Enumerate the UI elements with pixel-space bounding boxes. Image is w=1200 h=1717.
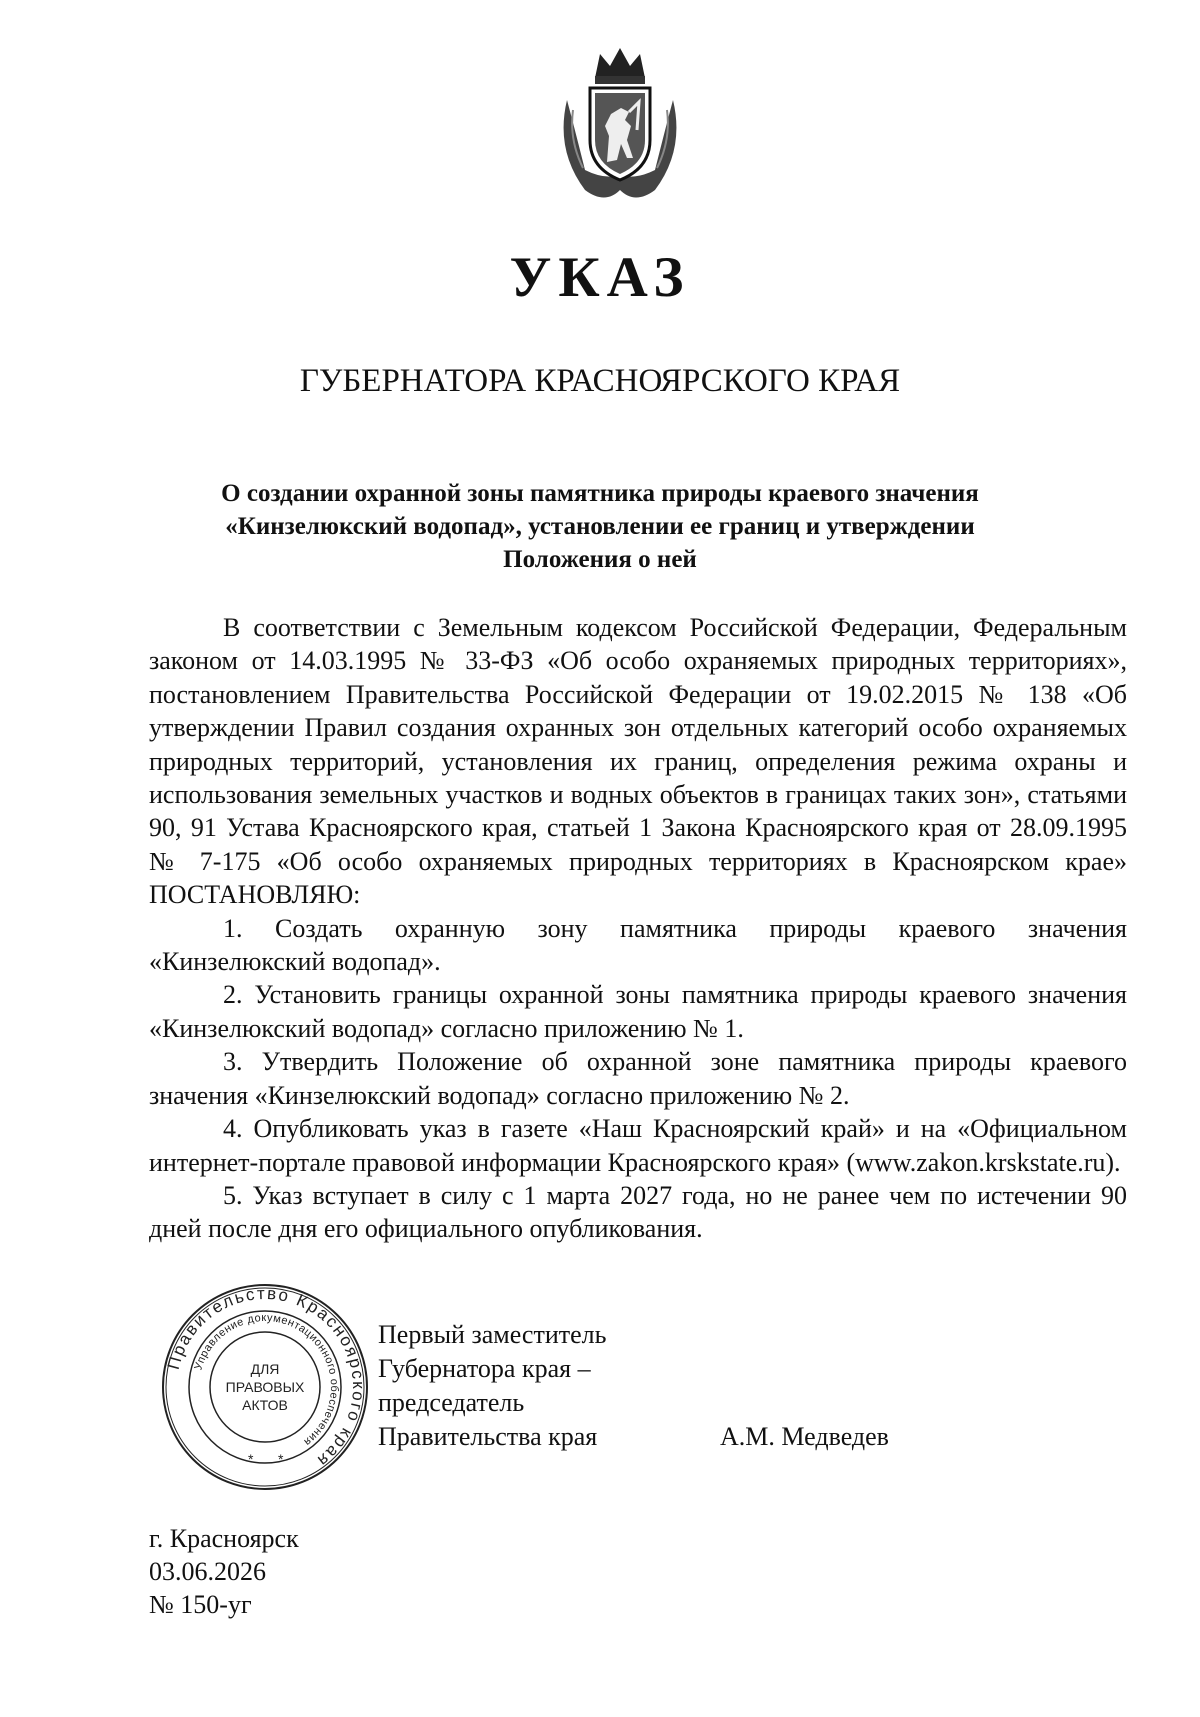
decree-item-2: 2. Установить границы охранной зоны памятника природы краевого значения «Кинзелюкский водопад» согласно приложению № 1. bbox=[149, 980, 1127, 1043]
stamp-inner-text: Управление документационного обеспечения bbox=[192, 1311, 341, 1449]
decree-body bbox=[149, 611, 1127, 1246]
stamp-center-line: ПРАВОВЫХ bbox=[225, 1379, 305, 1395]
signatory-position bbox=[378, 1318, 606, 1454]
official-stamp bbox=[160, 1282, 370, 1492]
issue-city: г. Красноярск bbox=[149, 1524, 299, 1553]
decree-item-1: 1. Создать охранную зону памятника природы краевого значения «Кинзелюкский водопад». bbox=[149, 913, 1127, 977]
signatory-name: А.М. Медведев bbox=[720, 1422, 889, 1451]
document-footer bbox=[149, 1522, 299, 1621]
heading-line: Положения о ней bbox=[503, 546, 697, 573]
signatory-position-line: Губернатора края – bbox=[378, 1354, 591, 1383]
issue-date: 03.06.2026 bbox=[149, 1557, 266, 1586]
svg-text:*: * bbox=[278, 1451, 284, 1467]
decree-item-4: 4. Опубликовать указ в газете «Наш Красноярский край» и на «Официальном интернет-портале правовой информации Красноярского края» (www.zakon.krskstate.ru). bbox=[149, 1114, 1127, 1177]
stamp-center-line: ДЛЯ bbox=[250, 1361, 280, 1377]
signatory-position-line: Первый заместитель bbox=[378, 1320, 607, 1349]
signatory-position-line: председатель bbox=[378, 1388, 525, 1417]
signatory-position-line: Правительства края bbox=[378, 1422, 598, 1451]
coat-of-arms-icon bbox=[555, 40, 685, 210]
preamble-paragraph: В соответствии с Земельным кодексом Российской Федерации, Федеральным законом от 14.03.1995 № 33-ФЗ «Об особо охраняемых природных территориях», постановлением Правительства Российской Федерации от 19.02.2015 № 138 «Об утверждении Правил создания охранных зон отдельных категорий особо охраняемых природных территорий, установления их границ, определения режима охраны и использования земельных участков и водных объектов в границах таких зон», статьями 90, 91 Устава Красноярского края, статьей 1 Закона Красноярского края от 28.09.1995 № 7-175 «Об особо охраняемых природных территориях в Красноярском крае» ПОСТАНОВЛЯЮ: bbox=[149, 613, 1127, 910]
stamp-outer-text: Правительство Красноярского края bbox=[163, 1283, 369, 1472]
document-number: № 150-уг bbox=[149, 1590, 252, 1619]
decree-item-3: 3. Утвердить Положение об охранной зоне памятника природы краевого значения «Кинзелюкский водопад» согласно приложению № 2. bbox=[149, 1047, 1127, 1110]
stamp-center-line: АКТОВ bbox=[242, 1397, 288, 1413]
document-title: УКАЗ bbox=[509, 246, 691, 309]
decree-item-5: 5. Указ вступает в силу с 1 марта 2027 года, но не ранее чем по истечении 90 дней после дня его официального опубликования. bbox=[149, 1180, 1127, 1244]
svg-text:*: * bbox=[248, 1451, 254, 1467]
heading-line: О создании охранной зоны памятника природы краевого значения bbox=[221, 480, 979, 507]
document-subtitle: ГУБЕРНАТОРА КРАСНОЯРСКОГО КРАЯ bbox=[299, 363, 901, 399]
decree-heading bbox=[150, 477, 1050, 576]
heading-line: «Кинзелюкский водопад», установлении ее границ и утверждении bbox=[225, 513, 975, 540]
